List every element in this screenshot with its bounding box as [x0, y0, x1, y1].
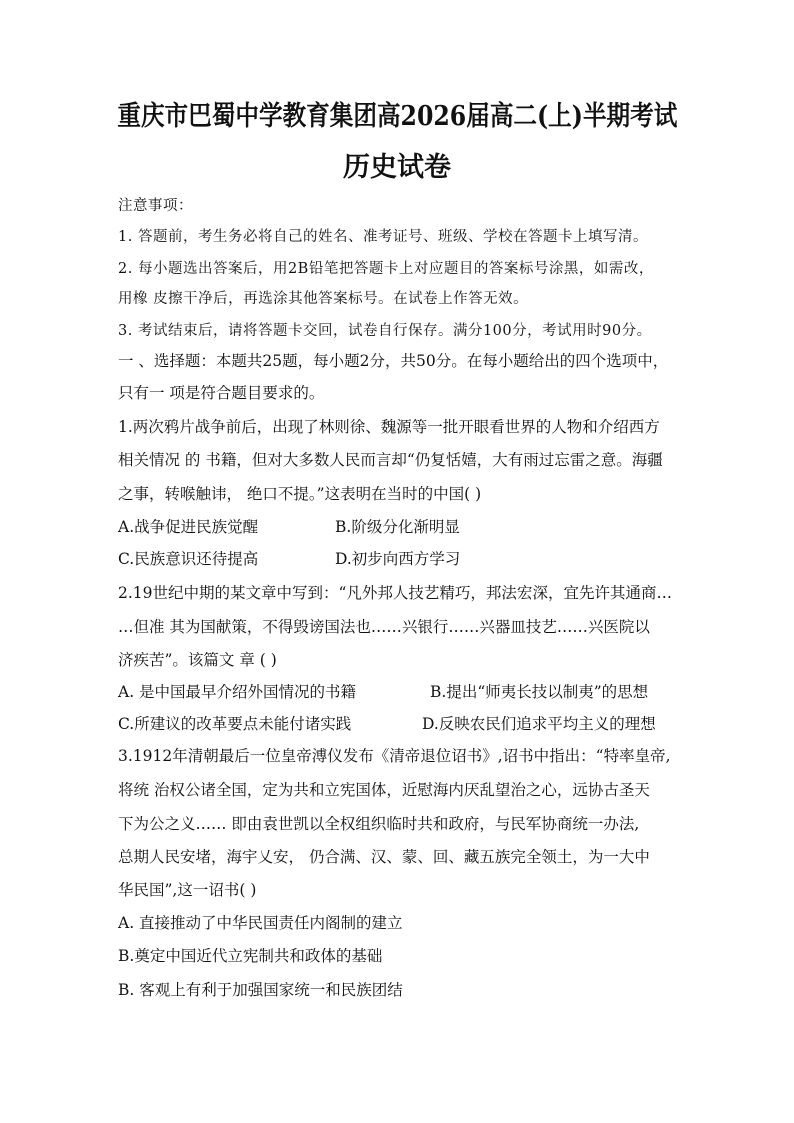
question-3-line-2: 将统 治权公诸全国，定为共和立宪国体，近慰海内厌乱望治之心，远协古圣天	[118, 781, 650, 799]
question-2-line-1: 2.19世纪中期的某文章中写到：“凡外邦人技艺精巧，邦法宏深，宜先许其通商…	[118, 584, 672, 602]
question-2-line-3: 济疾苦”。该篇文 章 ( )	[118, 651, 277, 669]
question-1-option-d: D.初步向西方学习	[335, 550, 461, 568]
note-1: 1. 答题前，考生务必将自己的姓名、准考证号、班级、学校在答题卡上填写清。	[118, 229, 648, 245]
question-1-option-a: A.战争促进民族觉醒	[118, 518, 259, 536]
question-3-line-4: 总期人民安堵，海宇乂安， 仍合满、汉、蒙、回、藏五族完全领土，为一大中	[118, 848, 650, 866]
notes-heading: 注意事项：	[118, 198, 193, 214]
question-1-line-2: 相关情况 的 书籍，但对大多数人民而言却“仍复恬嬉，大有雨过忘雷之意。海疆	[118, 451, 663, 469]
question-1-line-1: 1.两次鸦片战争前后，出现了林则徐、魏源等一批开眼看世界的人物和介绍西方	[118, 418, 660, 436]
question-1-option-c: C.民族意识还待提高	[118, 550, 259, 568]
question-3-option-c: B. 客观上有利于加强国家统一和民族团结	[118, 981, 403, 999]
question-3-option-a: A. 直接推动了中华民国责任内阁制的建立	[118, 914, 403, 932]
section-heading-cont: 只有一 项是符合题目要求的。	[118, 384, 325, 402]
question-1-option-b: B.阶级分化渐明显	[335, 518, 460, 536]
question-2-option-b: B.提出“师夷长技以制夷”的思想	[430, 683, 649, 701]
question-2-option-d: D.反映农民们追求平均主义的理想	[422, 715, 656, 733]
question-3-line-5: 华民国”,这一诏书( )	[118, 881, 257, 899]
question-3-line-1: 3.1912年清朝最后一位皇帝溥仪发布《清帝退位诏书》,诏书中指出：“特率皇帝,	[118, 747, 671, 765]
section-heading: 一 、选择题：本题共25题，每小题2分，共50分。在每小题给出的四个选项中，	[118, 352, 669, 370]
question-2-option-c: C.所建议的改革要点未能付诸实践	[118, 715, 352, 733]
question-3-option-b: B.奠定中国近代立宪制共和政体的基础	[118, 947, 383, 965]
note-2: 2. 每小题选出答案后，用2B铅笔把答题卡上对应题目的答案标号涂黑，如需改，	[118, 261, 654, 277]
question-2-line-2: …但准 其为国献策，不得毁谤国法也……兴银行……兴器皿技艺……兴医院以	[118, 618, 650, 636]
question-2-option-a: A. 是中国最早介绍外国情况的书籍	[118, 683, 357, 701]
question-1-line-3: 之事，转喉触讳， 绝口不提。”这表明在当时的中国( )	[118, 485, 482, 503]
note-3: 3. 考试结束后，请将答题卡交回，试卷自行保存。满分100分，考试用时90分。	[118, 323, 652, 339]
note-2-cont: 用橡 皮擦干净后，再选涂其他答案标号。在试卷上作答无效。	[118, 291, 529, 307]
exam-title: 重庆市巴蜀中学教育集团高2026届高二(上)半期考试	[116, 101, 677, 132]
question-3-line-3: 下为公之义…… 即由袁世凯以全权组织临时共和政府，与民军协商统一办法,	[118, 815, 640, 833]
subject-title: 历史试卷	[343, 152, 451, 183]
